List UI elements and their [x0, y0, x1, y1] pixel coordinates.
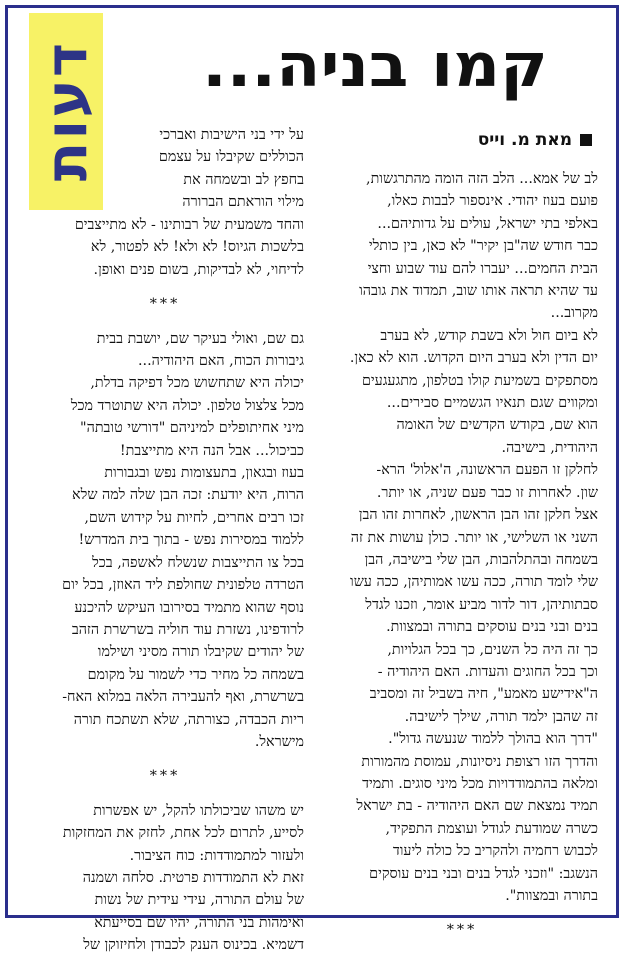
text-line: לרודפינו, נשזרת עוד חוליה בשרשרת הזהב	[71, 621, 304, 638]
text-line: נוסף שהוא מתמיד בסירובו העיקש להיכנע	[74, 599, 304, 616]
text-line: לב של אמא... הלב הזה הומה מהתרגשות,	[366, 171, 598, 187]
text-line: זאת לא התמודדות פרטית. סלחה ושמנה	[82, 869, 304, 886]
text-line: ומקווים שגם תנאיו הגשמיים סבירים...	[386, 395, 598, 412]
text-line: ואימהות בני התורה, יהיו שם בסייעתא	[94, 914, 304, 931]
text-line: בשמחה ובהתלהבות, הבן שלי בישיבה, הבן	[364, 551, 598, 568]
text-line: כך זה היה כל השנים, כך בכל הגלויות,	[387, 641, 598, 658]
text-line: הוא שם, בקודש הקדשים של האומה	[396, 417, 598, 434]
text-line: גיבורות הכוח, האם היהודיה...	[138, 353, 304, 370]
text-line: לדיחוי, לא לבדיקות, בשום פנים ואופן.	[93, 261, 304, 278]
text-line: יכולה היא שתחשוש מכל דפיקה בדלת,	[90, 375, 304, 392]
text-line: יום הדין ולא בערב היום הקדוש. הוא לא כאן.	[349, 350, 598, 367]
text-line: בשרשרת, ואף להעבירה הלאה במלוא האח-	[62, 689, 304, 706]
text-line: יש משהו שביכולתו להקל, יש אפשרות	[93, 802, 304, 819]
text-line: כבר חודש שה"בן יקיר" לא כאן, בין כותלי	[368, 238, 598, 255]
article-column-left	[26, 214, 304, 957]
text-line: של יהודים שקיבלו תורה מסיני ושילמו	[97, 644, 304, 661]
text-line: זכו רבים אחרים, לחיות על קידוש השם,	[84, 509, 304, 526]
text-line: תמיד נמצאת שם האם היהודיה - בת ישראל	[356, 798, 598, 815]
text-line: מישראל.	[254, 733, 304, 750]
text-line: שלי לומד תורה, ככה עשו אמותיהן, ככה עשו	[350, 574, 598, 591]
text-line: שון. לאחרות זו כבר פעם שניה, או יותר.	[376, 484, 598, 501]
text-line: זה שהבן ילמד תורה, שילך לישיבה.	[404, 708, 598, 725]
text-line: הכוללים שקיבלו על עצמם	[158, 149, 304, 166]
text-line: בתורה ובמצוות".	[505, 888, 598, 904]
headline: קמו בניה...	[202, 31, 548, 101]
text-line: כביכול... אבל הנה היא מתייצבת!	[119, 442, 304, 459]
text-line: לא ביום חול ולא בשבת קודש, לא בערב	[380, 327, 598, 344]
text-line: "דרך הוא בהולך ללמוד שנעשה גדול".	[388, 731, 598, 748]
article-column-right	[326, 168, 598, 954]
text-line: סבתותיהן, דור לדור מביע אומר, וזכנו לגדל	[365, 596, 598, 613]
text-line: ריות הכבדה, כצורתה, שלא תשתכח תורה	[73, 711, 304, 728]
text-line: בלשכות הגיוס! לא ולא! לא לפטור, לא	[90, 239, 304, 256]
text-line: הנשגב: "וזכני לגדל בנים ובני בנים עוסקים	[369, 865, 598, 882]
text-line: עד שהיא תראה אותו שוב, תמדוד את גובהו	[359, 283, 598, 300]
text-line: מכל צלצול טלפון. יכולה היא שתוטרד מכל	[70, 397, 304, 414]
section-divider: ***	[149, 296, 181, 313]
text-line: מילוי הוראתם הברורה	[182, 194, 304, 211]
text-line: כשרה שמודעת לגודל ועוצמת התפקיד,	[385, 820, 598, 837]
text-line: לסייע, לתרום לכל אחת, לחזק את המחזקות	[62, 825, 304, 842]
text-line: בנים ובני בנים עוסקים בתורה ובמצוות.	[386, 619, 598, 636]
section-divider: ***	[446, 922, 478, 939]
text-line: וכך בכל החוגים והעדות. האם היהודיה -	[377, 663, 598, 680]
text-line: הבית החמים... יעברו להם עוד שבוע וחצי	[367, 260, 598, 277]
text-line: מיני אחיתופלים למיניהם "דורשי טובתה"	[80, 420, 304, 437]
article-column-left-upper	[110, 124, 304, 214]
text-line: לכבוש רחמיה ולהקריב כל כולה ליעוד	[392, 843, 598, 860]
text-line: לחלקן זו הפעם הראשונה, ה'אלול' הרא-	[376, 462, 598, 479]
text-line: פועם בעוז יהודי. אינספור לבבות כאלו,	[387, 193, 598, 210]
text-line: באלפי בתי ישראל, עולים על גדותיהם...	[377, 215, 598, 232]
byline	[330, 128, 592, 152]
section-divider: ***	[149, 768, 181, 785]
text-line: בעוז ובגאון, בתעצומות נפש ובגבורות	[104, 465, 304, 482]
text-line: והחד משמעית של רבותינו - לא מתייצבים	[74, 217, 304, 233]
text-line: דשמיא. בכינוס הענק לכבודן ולחיזוקן של	[83, 937, 304, 954]
text-line: מקרוב...	[550, 305, 598, 322]
text-line: גם שם, ואולי בעיקר שם, יושבת בבית	[96, 330, 304, 347]
text-line: השני או השלישי, או יותר. כולן עושות את זה	[350, 529, 598, 546]
byline-text: מאת מ. וייס	[477, 130, 572, 150]
section-badge	[29, 13, 103, 210]
text-line: של עולם התורה, עידי עידית של נשות	[94, 892, 304, 909]
text-line: בכל צו התייצבות שנשלח לאשפה, בכל	[92, 554, 304, 571]
text-line: בחפץ לב ובשמחה את	[183, 171, 304, 188]
text-line: היהודית, בישיבה.	[501, 439, 598, 456]
text-line: ללמוד במסירות נפש - בתוך בית המדרש!	[78, 532, 304, 549]
text-line: ומלאה בהתמודדויות מכל מיני סוגים. ותמיד	[362, 775, 598, 792]
text-line: הטרדה טלפונית שחולפת ליד האוזן, בכל יום	[62, 577, 304, 594]
byline-square-icon	[580, 134, 592, 146]
text-line: הרוח, היא יודעת: זכה הבן שלה למה שלא	[72, 487, 304, 504]
text-line: בשמחה כל מחיר כדי לשמור על מקומם	[87, 666, 304, 683]
text-line: מסתפקים בשמיעת קולו בטלפון, מתגעגעים	[361, 372, 598, 389]
text-line: ה"אידישע מאמע", חיה בשביל זה ומסביב	[369, 686, 598, 703]
section-tag: דעות	[32, 41, 100, 182]
text-line: ולעזור למתמודדות: כוח הציבור.	[129, 847, 304, 864]
text-line: אצל חלקן זהו הבן הראשון, לאחרות זהו הבן	[358, 507, 598, 524]
text-line: והדרך הזו רצופת ניסיונות, עמוסת מהמורות	[361, 753, 598, 770]
text-line: על ידי בני הישיבות ואברכי	[159, 127, 304, 143]
